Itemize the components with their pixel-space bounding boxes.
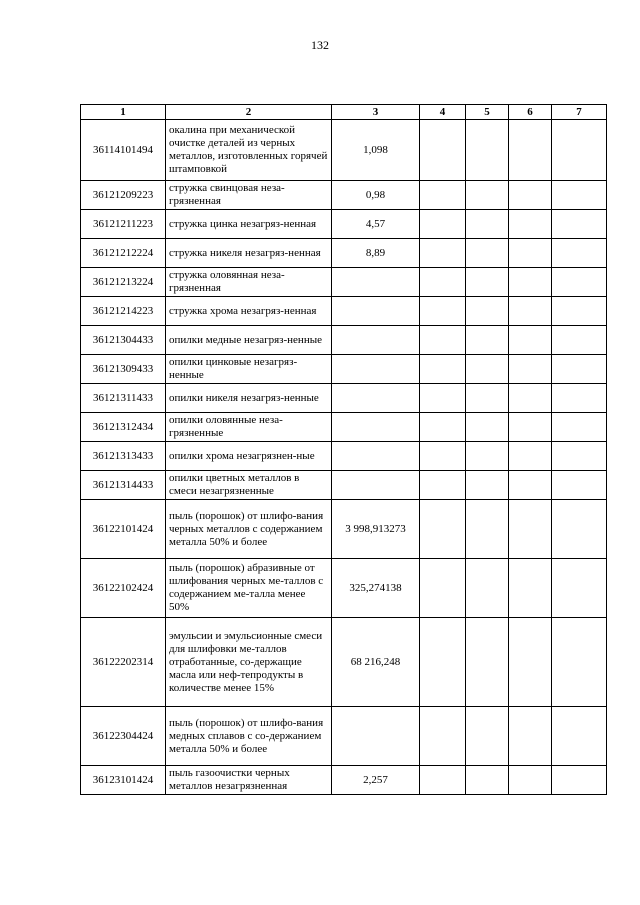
cell-col4 — [420, 120, 466, 181]
waste-amount — [332, 442, 420, 471]
cell-col5 — [466, 471, 509, 500]
waste-name: опилки оловянные неза-грязненные — [166, 413, 332, 442]
cell-col7 — [552, 471, 607, 500]
cell-col5 — [466, 239, 509, 268]
cell-col5 — [466, 766, 509, 795]
cell-col5 — [466, 559, 509, 618]
waste-name: пыль (порошок) от шлифо-вания черных металлов с содержанием металла 50% и более — [166, 500, 332, 559]
waste-code: 36121313433 — [81, 442, 166, 471]
cell-col4 — [420, 559, 466, 618]
cell-col7 — [552, 559, 607, 618]
waste-name: окалина при механической очистке деталей из черных металлов, изготовленных горячей штамповкой — [166, 120, 332, 181]
cell-col4 — [420, 618, 466, 707]
cell-col5 — [466, 355, 509, 384]
cell-col7 — [552, 500, 607, 559]
cell-col4 — [420, 413, 466, 442]
table-row — [81, 239, 607, 268]
waste-name: стружка свинцовая неза-грязненная — [166, 181, 332, 210]
waste-amount: 1,098 — [332, 120, 420, 181]
cell-col4 — [420, 181, 466, 210]
cell-col4 — [420, 442, 466, 471]
cell-col4 — [420, 471, 466, 500]
waste-amount — [332, 268, 420, 297]
cell-col7 — [552, 413, 607, 442]
waste-code: 36122304424 — [81, 707, 166, 766]
cell-col5 — [466, 181, 509, 210]
cell-col6 — [509, 413, 552, 442]
cell-col6 — [509, 471, 552, 500]
waste-code: 36122102424 — [81, 559, 166, 618]
table-row — [81, 442, 607, 471]
waste-name: опилки хрома незагрязнен-ные — [166, 442, 332, 471]
cell-col7 — [552, 384, 607, 413]
waste-amount — [332, 413, 420, 442]
cell-col5 — [466, 384, 509, 413]
table-row — [81, 210, 607, 239]
waste-code: 36121314433 — [81, 471, 166, 500]
waste-amount: 325,274138 — [332, 559, 420, 618]
cell-col4 — [420, 500, 466, 559]
waste-code: 36122202314 — [81, 618, 166, 707]
cell-col6 — [509, 355, 552, 384]
waste-name: эмульсии и эмульсионные смеси для шлифовки ме-таллов отработанные, со-держащие масла или неф-тепродукты в количестве менее 15% — [166, 618, 332, 707]
waste-name: пыль (порошок) от шлифо-вания медных сплавов с со-держанием металла 50% и более — [166, 707, 332, 766]
waste-code: 36121309433 — [81, 355, 166, 384]
waste-code: 36121211223 — [81, 210, 166, 239]
table-row — [81, 268, 607, 297]
cell-col6 — [509, 120, 552, 181]
waste-code: 36114101494 — [81, 120, 166, 181]
cell-col6 — [509, 442, 552, 471]
cell-col5 — [466, 707, 509, 766]
cell-col7 — [552, 181, 607, 210]
cell-col6 — [509, 500, 552, 559]
waste-amount: 8,89 — [332, 239, 420, 268]
table-row — [81, 384, 607, 413]
column-header: 6 — [509, 105, 552, 120]
waste-code: 36121213224 — [81, 268, 166, 297]
waste-amount: 2,257 — [332, 766, 420, 795]
cell-col7 — [552, 210, 607, 239]
table-row — [81, 355, 607, 384]
waste-code: 36122101424 — [81, 500, 166, 559]
table-row — [81, 181, 607, 210]
table-row — [81, 500, 607, 559]
cell-col6 — [509, 559, 552, 618]
cell-col5 — [466, 268, 509, 297]
table-header-row — [81, 105, 607, 120]
cell-col7 — [552, 297, 607, 326]
cell-col7 — [552, 618, 607, 707]
waste-amount: 4,57 — [332, 210, 420, 239]
waste-code: 36123101424 — [81, 766, 166, 795]
waste-name: стружка цинка незагряз-ненная — [166, 210, 332, 239]
waste-code: 36121312434 — [81, 413, 166, 442]
waste-amount: 68 216,248 — [332, 618, 420, 707]
waste-code: 36121214223 — [81, 297, 166, 326]
table-row — [81, 618, 607, 707]
cell-col5 — [466, 413, 509, 442]
cell-col5 — [466, 210, 509, 239]
table-row — [81, 120, 607, 181]
cell-col7 — [552, 239, 607, 268]
waste-amount — [332, 355, 420, 384]
cell-col4 — [420, 707, 466, 766]
cell-col6 — [509, 210, 552, 239]
waste-name: опилки никеля незагряз-ненные — [166, 384, 332, 413]
table-row — [81, 707, 607, 766]
cell-col4 — [420, 355, 466, 384]
cell-col7 — [552, 355, 607, 384]
cell-col6 — [509, 268, 552, 297]
cell-col5 — [466, 442, 509, 471]
cell-col7 — [552, 326, 607, 355]
column-header: 4 — [420, 105, 466, 120]
waste-name: пыль газоочистки черных металлов незагрязненная — [166, 766, 332, 795]
table-row — [81, 413, 607, 442]
waste-code: 36121209223 — [81, 181, 166, 210]
waste-amount — [332, 471, 420, 500]
cell-col4 — [420, 326, 466, 355]
column-header: 5 — [466, 105, 509, 120]
cell-col4 — [420, 210, 466, 239]
cell-col4 — [420, 268, 466, 297]
cell-col7 — [552, 442, 607, 471]
waste-name: стружка хрома незагряз-ненная — [166, 297, 332, 326]
waste-name: опилки цинковые незагряз-ненные — [166, 355, 332, 384]
waste-name: пыль (порошок) абразивные от шлифования черных ме-таллов с содержанием ме-талла менее 50% — [166, 559, 332, 618]
waste-amount: 0,98 — [332, 181, 420, 210]
cell-col5 — [466, 120, 509, 181]
cell-col5 — [466, 297, 509, 326]
table-row — [81, 326, 607, 355]
cell-col5 — [466, 326, 509, 355]
cell-col7 — [552, 766, 607, 795]
cell-col4 — [420, 766, 466, 795]
table-row — [81, 766, 607, 795]
cell-col6 — [509, 766, 552, 795]
cell-col7 — [552, 120, 607, 181]
waste-name: опилки медные незагряз-ненные — [166, 326, 332, 355]
column-header: 2 — [166, 105, 332, 120]
column-header: 1 — [81, 105, 166, 120]
table-row — [81, 297, 607, 326]
cell-col6 — [509, 326, 552, 355]
cell-col6 — [509, 707, 552, 766]
waste-amount — [332, 326, 420, 355]
cell-col6 — [509, 384, 552, 413]
cell-col4 — [420, 297, 466, 326]
column-header: 3 — [332, 105, 420, 120]
cell-col6 — [509, 618, 552, 707]
waste-name: стружка оловянная неза-грязненная — [166, 268, 332, 297]
cell-col6 — [509, 239, 552, 268]
page-number: 132 — [311, 38, 329, 52]
cell-col5 — [466, 500, 509, 559]
waste-name: стружка никеля незагряз-ненная — [166, 239, 332, 268]
table-row — [81, 471, 607, 500]
cell-col5 — [466, 618, 509, 707]
cell-col6 — [509, 297, 552, 326]
cell-col6 — [509, 181, 552, 210]
waste-amount — [332, 384, 420, 413]
waste-code: 36121212224 — [81, 239, 166, 268]
cell-col7 — [552, 707, 607, 766]
waste-code: 36121304433 — [81, 326, 166, 355]
waste-name: опилки цветных металлов в смеси незагрязненные — [166, 471, 332, 500]
column-header: 7 — [552, 105, 607, 120]
waste-amount — [332, 707, 420, 766]
waste-amount: 3 998,913273 — [332, 500, 420, 559]
waste-table — [80, 104, 607, 795]
table-row — [81, 559, 607, 618]
waste-amount — [332, 297, 420, 326]
cell-col7 — [552, 268, 607, 297]
cell-col4 — [420, 384, 466, 413]
waste-code: 36121311433 — [81, 384, 166, 413]
cell-col4 — [420, 239, 466, 268]
